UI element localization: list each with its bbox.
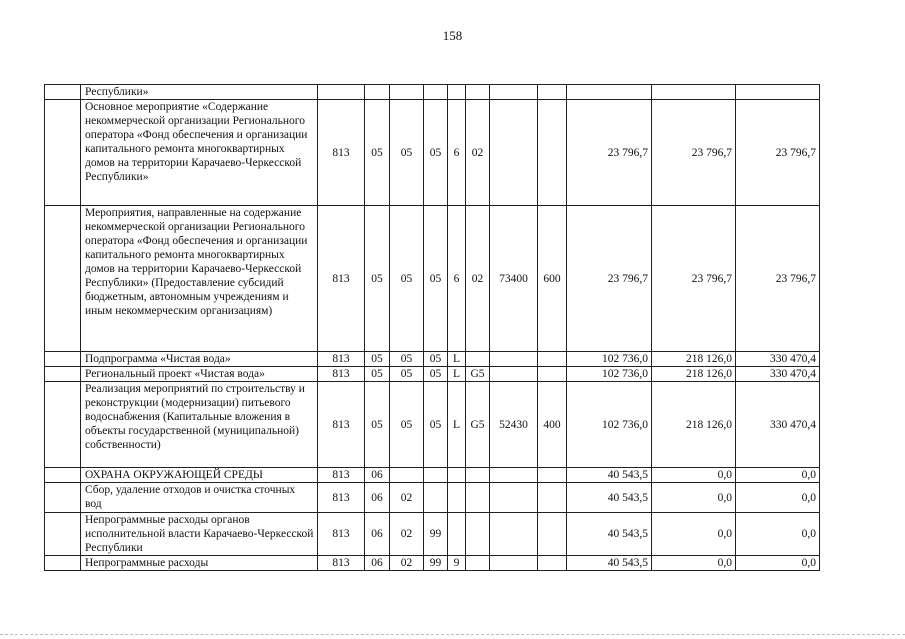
code-cell: 02 <box>390 556 424 571</box>
code-cell: 05 <box>424 367 448 382</box>
row-margin-cell <box>45 100 81 206</box>
code-cell <box>538 85 567 100</box>
amount-cell: 330 470,4 <box>736 352 820 367</box>
amount-cell: 23 796,7 <box>652 206 736 352</box>
item-name: Мероприятия, направленные на содержание некоммерческой организации Регионального оператора «Фонд обеспечения и организации капитального ремонта многоквартирных домов на территории Карачаево-Черкесской Республики» (Предоставление субсидий бюджетным, автономным учреждениям и иным некоммерческим организациям) <box>81 206 318 352</box>
code-cell: 05 <box>424 352 448 367</box>
code-cell: 52430 <box>490 382 538 468</box>
amount-cell: 218 126,0 <box>652 382 736 468</box>
row-margin-cell <box>45 85 81 100</box>
amount-cell: 330 470,4 <box>736 367 820 382</box>
code-cell: 02 <box>466 100 490 206</box>
code-cell <box>466 352 490 367</box>
code-cell: 05 <box>424 206 448 352</box>
code-cell <box>424 85 448 100</box>
amount-cell: 218 126,0 <box>652 367 736 382</box>
code-cell: 813 <box>318 468 365 483</box>
code-cell <box>424 483 448 513</box>
code-cell: 400 <box>538 382 567 468</box>
code-cell: 813 <box>318 483 365 513</box>
code-cell <box>318 85 365 100</box>
row-margin-cell <box>45 483 81 513</box>
table-row <box>45 367 820 382</box>
item-name: Основное мероприятие «Содержание некоммерческой организации Регионального оператора «Фонд обеспечения и организации капитального ремонта многоквартирных домов на территории Карачаево-Черкесской Республики» <box>81 100 318 206</box>
row-margin-cell <box>45 206 81 352</box>
code-cell: 813 <box>318 367 365 382</box>
amount-cell: 23 796,7 <box>652 100 736 206</box>
code-cell <box>538 100 567 206</box>
table-row <box>45 352 820 367</box>
item-name: Региональный проект «Чистая вода» <box>81 367 318 382</box>
amount-cell: 23 796,7 <box>567 206 652 352</box>
code-cell <box>490 513 538 556</box>
code-cell: 9 <box>448 556 466 571</box>
code-cell: G5 <box>466 382 490 468</box>
code-cell <box>424 468 448 483</box>
item-name: Непрограммные расходы органов исполнительной власти Карачаево-Черкесской Республики <box>81 513 318 556</box>
table-row <box>45 468 820 483</box>
code-cell: 05 <box>365 206 390 352</box>
code-cell <box>390 85 424 100</box>
amount-cell: 40 543,5 <box>567 556 652 571</box>
row-margin-cell <box>45 367 81 382</box>
code-cell <box>466 85 490 100</box>
amount-cell: 218 126,0 <box>652 352 736 367</box>
row-margin-cell <box>45 382 81 468</box>
code-cell: 05 <box>390 367 424 382</box>
code-cell <box>448 483 466 513</box>
amount-cell: 0,0 <box>736 556 820 571</box>
table-row <box>45 100 820 206</box>
code-cell <box>538 556 567 571</box>
amount-cell: 0,0 <box>652 483 736 513</box>
code-cell <box>448 85 466 100</box>
amount-cell: 0,0 <box>652 513 736 556</box>
code-cell: L <box>448 367 466 382</box>
table-row <box>45 382 820 468</box>
row-margin-cell <box>45 468 81 483</box>
code-cell: 05 <box>424 100 448 206</box>
code-cell: 813 <box>318 556 365 571</box>
table-row <box>45 483 820 513</box>
code-cell <box>466 483 490 513</box>
code-cell: 05 <box>424 382 448 468</box>
amount-cell: 0,0 <box>736 468 820 483</box>
item-name: Реализация мероприятий по строительству и реконструкции (модернизации) питьевого водоснабжения (Капитальные вложения в объекты государственной (муниципальной) собственности) <box>81 382 318 468</box>
item-name: ОХРАНА ОКРУЖАЮЩЕЙ СРЕДЫ <box>81 468 318 483</box>
amount-cell: 0,0 <box>652 556 736 571</box>
code-cell: 813 <box>318 382 365 468</box>
code-cell: 05 <box>365 100 390 206</box>
code-cell: 02 <box>390 513 424 556</box>
table-row <box>45 556 820 571</box>
amount-cell <box>652 85 736 100</box>
code-cell: 02 <box>390 483 424 513</box>
amount-cell: 23 796,7 <box>736 206 820 352</box>
code-cell <box>538 352 567 367</box>
amount-cell: 102 736,0 <box>567 367 652 382</box>
code-cell: L <box>448 382 466 468</box>
code-cell <box>490 468 538 483</box>
amount-cell: 102 736,0 <box>567 352 652 367</box>
amount-cell: 23 796,7 <box>567 100 652 206</box>
code-cell <box>390 468 424 483</box>
code-cell: 05 <box>365 382 390 468</box>
code-cell <box>490 85 538 100</box>
table-row <box>45 85 820 100</box>
amount-cell: 40 543,5 <box>567 513 652 556</box>
amount-cell: 0,0 <box>736 483 820 513</box>
code-cell <box>490 352 538 367</box>
code-cell: 813 <box>318 206 365 352</box>
code-cell: 05 <box>390 352 424 367</box>
scan-edge <box>0 634 905 635</box>
code-cell <box>538 367 567 382</box>
code-cell: 813 <box>318 513 365 556</box>
code-cell: 02 <box>466 206 490 352</box>
code-cell <box>538 513 567 556</box>
code-cell <box>448 513 466 556</box>
code-cell <box>490 556 538 571</box>
page-number: 158 <box>442 28 463 43</box>
code-cell: 05 <box>390 206 424 352</box>
code-cell: L <box>448 352 466 367</box>
code-cell: 05 <box>365 352 390 367</box>
item-name: Сбор, удаление отходов и очистка сточных вод <box>81 483 318 513</box>
code-cell <box>538 483 567 513</box>
code-cell: 06 <box>365 556 390 571</box>
table-row <box>45 206 820 352</box>
code-cell <box>448 468 466 483</box>
amount-cell: 102 736,0 <box>567 382 652 468</box>
code-cell: 06 <box>365 513 390 556</box>
code-cell: 6 <box>448 206 466 352</box>
code-cell: 05 <box>390 100 424 206</box>
table-row <box>45 513 820 556</box>
amount-cell: 40 543,5 <box>567 468 652 483</box>
item-name: Республики» <box>81 85 318 100</box>
code-cell <box>365 85 390 100</box>
code-cell <box>466 556 490 571</box>
code-cell: 6 <box>448 100 466 206</box>
amount-cell <box>736 85 820 100</box>
item-name: Подпрограмма «Чистая вода» <box>81 352 318 367</box>
row-margin-cell <box>45 556 81 571</box>
amount-cell: 0,0 <box>736 513 820 556</box>
amount-cell: 330 470,4 <box>736 382 820 468</box>
amount-cell: 40 543,5 <box>567 483 652 513</box>
code-cell: 06 <box>365 468 390 483</box>
code-cell <box>538 468 567 483</box>
row-margin-cell <box>45 513 81 556</box>
code-cell <box>466 468 490 483</box>
code-cell: 813 <box>318 100 365 206</box>
code-cell: 05 <box>390 382 424 468</box>
budget-table <box>44 84 820 571</box>
code-cell <box>490 367 538 382</box>
row-margin-cell <box>45 352 81 367</box>
code-cell: G5 <box>466 367 490 382</box>
amount-cell: 23 796,7 <box>736 100 820 206</box>
code-cell: 813 <box>318 352 365 367</box>
code-cell: 73400 <box>490 206 538 352</box>
code-cell <box>490 483 538 513</box>
code-cell: 99 <box>424 556 448 571</box>
amount-cell <box>567 85 652 100</box>
item-name: Непрограммные расходы <box>81 556 318 571</box>
code-cell: 99 <box>424 513 448 556</box>
code-cell: 600 <box>538 206 567 352</box>
code-cell: 06 <box>365 483 390 513</box>
amount-cell: 0,0 <box>652 468 736 483</box>
code-cell: 05 <box>365 367 390 382</box>
code-cell <box>490 100 538 206</box>
code-cell <box>466 513 490 556</box>
